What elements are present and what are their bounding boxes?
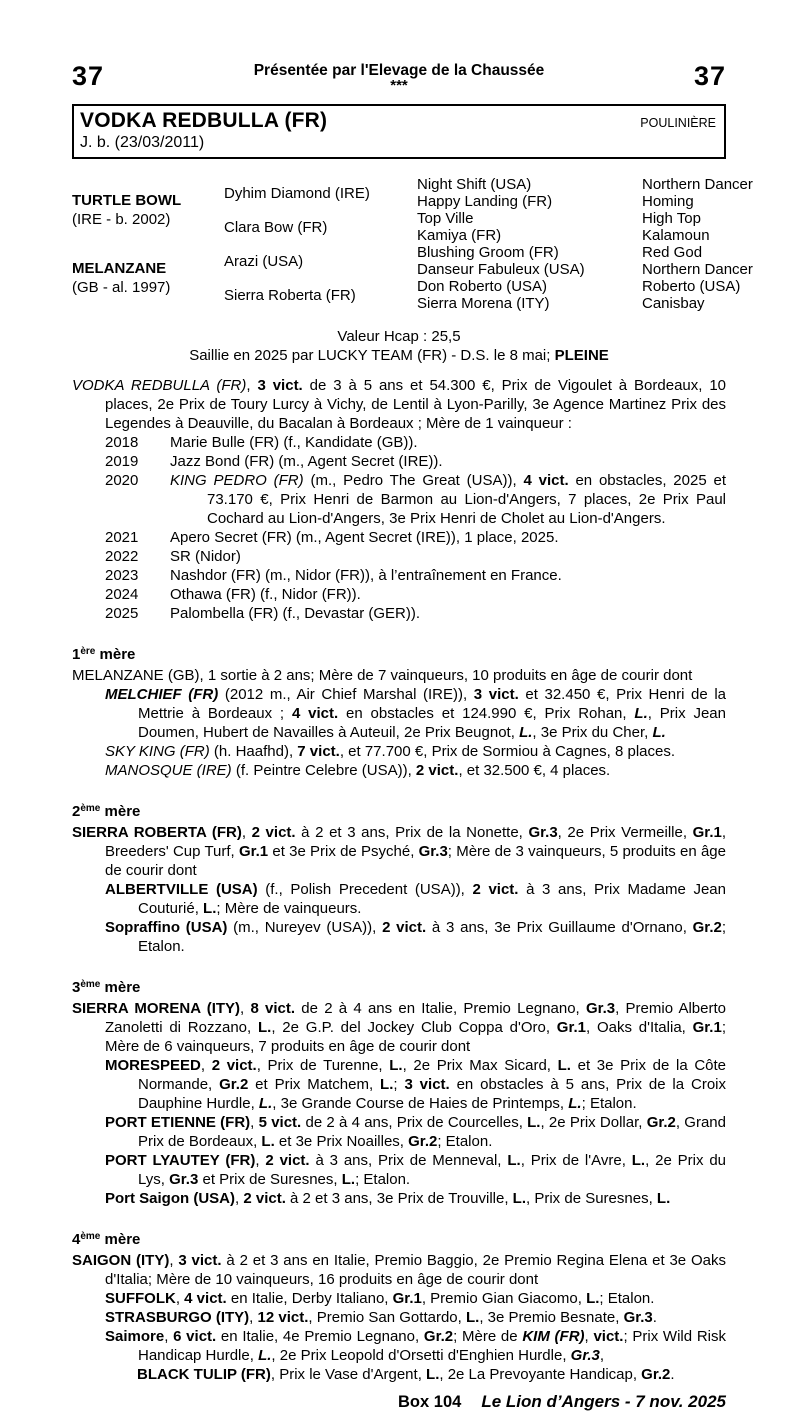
produce-row xyxy=(105,471,726,528)
title-box xyxy=(72,104,726,159)
mare-paragraph: Sopraffino (USA) (m., Nureyev (USA)), 2 vict. à 3 ans, 3e Prix Guillaume d'Ornano, Gr.2; Etalon. xyxy=(105,919,726,955)
box-number: Box 104 xyxy=(398,1393,462,1411)
pedigree-gen3-entry: Don Roberto (USA) xyxy=(417,278,548,295)
mare-paragraph: MANOSQUE (IRE) (f. Peintre Celebre (USA)), 2 vict., et 32.500 €, 4 places. xyxy=(105,762,611,779)
mare-paragraph: STRASBURGO (ITY), 12 vict., Premio San Gottardo, L., 3e Premio Besnate, Gr.3. xyxy=(105,1309,657,1326)
pedigree-sire xyxy=(72,176,224,244)
page-footer xyxy=(72,1392,726,1412)
pedigree-gen2-entry: Sierra Roberta (FR) xyxy=(224,286,356,304)
section-heading: 4ème mère xyxy=(72,1231,141,1248)
category-label: POULINIÈRE xyxy=(640,116,716,130)
horse-description: J. b. (23/03/2011) xyxy=(80,134,205,151)
pedigree-gen4-entry: Northern Dancer xyxy=(642,176,753,193)
produce-row xyxy=(105,585,726,604)
mare-paragraph: ALBERTVILLE (USA) (f., Polish Precedent (USA)), 2 vict. à 3 ans, Prix Madame Jean Couturié, L.; Mère de vainqueurs. xyxy=(105,881,726,917)
pedigree-gen4-entry: Kalamoun xyxy=(642,227,710,244)
pedigree-gen4-entry: High Top xyxy=(642,210,701,227)
sale-title: Le Lion d’Angers - 7 nov. 2025 xyxy=(481,1392,726,1411)
dam-name: MELANZANE xyxy=(72,260,167,277)
pedigree-table xyxy=(72,176,753,312)
covering-line: Saillie en 2025 par LUCKY TEAM (FR) - D.S. le 8 mai; PLEINE xyxy=(189,347,609,364)
pedigree-gen2-entry: Dyhim Diamond (IRE) xyxy=(224,184,370,202)
presenter-block xyxy=(254,62,545,92)
mare-paragraph: MELCHIEF (FR) (2012 m., Air Chief Marshal (IRE)), 3 vict. et 32.450 €, Prix Henri de la Mettrie à Bordeaux ; 4 vict. en obstacles et 124.990 €, Prix Rohan, L., Prix Jean Doumen, Hubert de Navailles à Auteuil, 2e Prix Beugnot, L., 3e Prix du Cher, L. xyxy=(105,686,726,741)
mare-paragraph: SKY KING (FR) (h. Haafhd), 7 vict., et 77.700 €, Prix de Sormiou à Cagnes, 8 places. xyxy=(105,743,676,760)
produce-year: 2018 xyxy=(105,434,139,451)
produce-list xyxy=(72,433,726,623)
pedigree-gen4-entry: Red God xyxy=(642,244,703,261)
produce-text: Marie Bulle (FR) (f., Kandidate (GB)). xyxy=(170,434,418,451)
produce-year: 2019 xyxy=(105,453,139,470)
section-heading: 1ère mère xyxy=(72,646,136,663)
pedigree-gen3-entry: Sierra Morena (ITY) xyxy=(417,295,550,312)
produce-text: Palombella (FR) (f., Devastar (GER)). xyxy=(170,605,421,622)
produce-row xyxy=(105,528,726,547)
page-header xyxy=(72,62,726,92)
produce-year: 2020 xyxy=(105,472,139,489)
mare-paragraph: BLACK TULIP (FR), Prix le Vase d'Argent, L., 2e La Prevoyante Handicap, Gr.2. xyxy=(137,1366,675,1383)
pedigree-dam xyxy=(72,244,224,312)
produce-text: KING PEDRO (FR) (m., Pedro The Great (USA)), 4 vict. en obstacles, 2025 et 73.170 €, Prix Henri de Barmon au Lion-d'Angers, 7 places, 2e Prix Paul Cochard au Lion-d'Angers, 3e Prix Henri de Cholet au Lion-d'Angers. xyxy=(170,472,726,527)
section-first-dam xyxy=(72,642,726,780)
page-number-right: 37 xyxy=(693,61,726,91)
produce-text: Nashdor (FR) (m., Nidor (FR)), à l’entraînement en France. xyxy=(170,567,562,584)
produce-row xyxy=(105,452,726,471)
produce-year: 2023 xyxy=(105,567,139,584)
presenter-line: Présentée par l'Elevage de la Chaussée xyxy=(253,62,545,79)
section-heading: 3ème mère xyxy=(72,979,141,996)
stars-line: *** xyxy=(390,77,408,94)
produce-text: SR (Nidor) xyxy=(170,548,241,565)
pedigree-gen3-entry: Top Ville xyxy=(417,210,474,227)
race-record xyxy=(72,376,726,623)
dam-detail: (GB - al. 1997) xyxy=(72,279,171,296)
mare-paragraph: Port Saigon (USA), 2 vict. à 2 et 3 ans, 3e Prix de Trouville, L., Prix de Suresnes, L. xyxy=(105,1190,671,1207)
produce-text: Apero Secret (FR) (m., Agent Secret (IRE)), 1 place, 2025. xyxy=(170,529,559,546)
pedigree-gen2-entry: Arazi (USA) xyxy=(224,252,304,270)
produce-row xyxy=(105,604,726,623)
sire-name: TURTLE BOWL xyxy=(72,192,182,209)
mare-paragraph: SIERRA MORENA (ITY), 8 vict. de 2 à 4 ans en Italie, Premio Legnano, Gr.3, Premio Alberto Zanoletti di Rozzano, L., 2e G.P. del Jockey Club Coppa d'Oro, Gr.1, Oaks d'Italia, Gr.1; Mère de 6 vainqueurs, 7 produits en âge de courir dont xyxy=(72,1000,726,1055)
record-intro-paragraph: VODKA REDBULLA (FR), 3 vict. de 3 à 5 ans et 54.300 €, Prix de Vigoulet à Bordeaux, 10 places, 2e Prix de Toury Lurcy à Vichy, de Lentil à Lyon-Parilly, 3e Agence Martinez Prix des Legendes à Deauville, du Bacalan à Bordeaux ; Mère de 1 vainqueur : xyxy=(72,377,727,432)
section-heading: 2ème mère xyxy=(72,803,141,820)
horse-name: VODKA REDBULLA (FR) xyxy=(80,109,328,132)
pedigree-gen3-entry: Blushing Groom (FR) xyxy=(417,244,559,261)
section-third-dam xyxy=(72,975,726,1208)
status-block xyxy=(72,327,726,365)
pedigree-gen3-entry: Happy Landing (FR) xyxy=(417,193,553,210)
pedigree-gen3-entry: Kamiya (FR) xyxy=(417,227,502,244)
pedigree-gen2-entry: Clara Bow (FR) xyxy=(224,218,328,236)
page-number-left: 37 xyxy=(72,61,105,91)
title-row xyxy=(80,109,716,133)
mare-paragraph: PORT LYAUTEY (FR), 2 vict. à 3 ans, Prix de Menneval, L., Prix de l'Avre, L., 2e Prix du Lys, Gr.3 et Prix de Suresnes, L.; Etalon. xyxy=(105,1152,727,1188)
pedigree-gen3-entry: Night Shift (USA) xyxy=(417,176,532,193)
pedigree-gen3-entry: Danseur Fabuleux (USA) xyxy=(417,261,585,278)
mare-paragraph: MORESPEED, 2 vict., Prix de Turenne, L., 2e Prix Max Sicard, L. et 3e Prix de la Côte Normande, Gr.2 et Prix Matchem, L.; 3 vict. en obstacles à 5 ans, Prix de la Croix Dauphine Hurdle, L., 3e Grande Course de Haies de Printemps, L.; Etalon. xyxy=(105,1057,727,1112)
pedigree-gen4-entry: Homing xyxy=(642,193,694,210)
section-fourth-dam xyxy=(72,1227,726,1384)
section-second-dam xyxy=(72,799,726,956)
mare-paragraph: Saimore, 6 vict. en Italie, 4e Premio Legnano, Gr.2; Mère de KIM (FR), vict.; Prix Wild Risk Handicap Hurdle, L., 2e Prix Leopold d'Orsetti d'Enghien Hurdle, Gr.3, xyxy=(105,1328,726,1364)
mare-paragraph: SUFFOLK, 4 vict. en Italie, Derby Italiano, Gr.1, Premio Gian Giacomo, L.; Etalon. xyxy=(105,1290,655,1307)
produce-row xyxy=(105,566,726,585)
produce-year: 2024 xyxy=(105,586,139,603)
mare-paragraph: SAIGON (ITY), 3 vict. à 2 et 3 ans en Italie, Premio Baggio, 2e Premio Regina Elena et 3e Oaks d'Italia; Mère de 10 vainqueurs, 16 produits en âge de courir dont xyxy=(72,1252,726,1288)
pedigree-gen4-entry: Canisbay xyxy=(642,295,705,312)
produce-year: 2022 xyxy=(105,548,139,565)
produce-text: Jazz Bond (FR) (m., Agent Secret (IRE)). xyxy=(170,453,443,470)
produce-year: 2021 xyxy=(105,529,139,546)
sire-detail: (IRE - b. 2002) xyxy=(72,211,171,228)
produce-year: 2025 xyxy=(105,605,139,622)
produce-row xyxy=(105,433,726,452)
handicap-value-line: Valeur Hcap : 25,5 xyxy=(337,328,461,345)
mare-paragraph: MELANZANE (GB), 1 sortie à 2 ans; Mère de 7 vainqueurs, 10 produits en âge de courir dont xyxy=(72,667,693,684)
mare-paragraph: SIERRA ROBERTA (FR), 2 vict. à 2 et 3 ans, Prix de la Nonette, Gr.3, 2e Prix Vermeille, Gr.1, Breeders' Cup Turf, Gr.1 et 3e Prix de Psyché, Gr.3; Mère de 3 vainqueurs, 5 produits en âge de courir dont xyxy=(72,824,726,879)
pedigree-gen4-entry: Roberto (USA) xyxy=(642,278,741,295)
produce-row xyxy=(105,547,726,566)
produce-text: Othawa (FR) (f., Nidor (FR)). xyxy=(170,586,361,603)
pedigree-gen4-entry: Northern Dancer xyxy=(642,261,753,278)
mare-paragraph: PORT ETIENNE (FR), 5 vict. de 2 à 4 ans, Prix de Courcelles, L., 2e Prix Dollar, Gr.2, Grand Prix de Bordeaux, L. et 3e Prix Noailles, Gr.2; Etalon. xyxy=(105,1114,726,1150)
